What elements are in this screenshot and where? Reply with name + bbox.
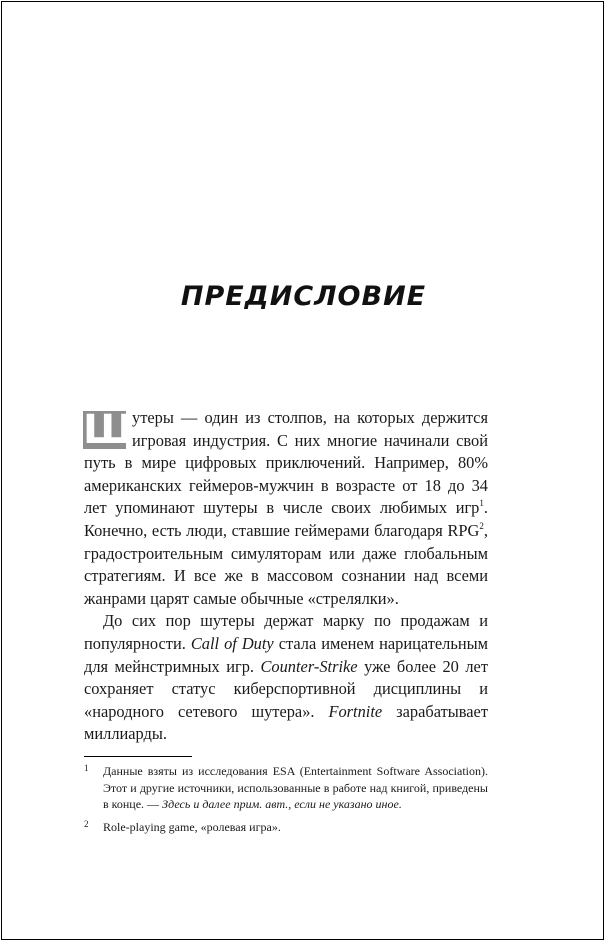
drop-cap: Ш — [83, 407, 133, 453]
footnote-2 — [84, 819, 488, 836]
footnote-number: 2 — [84, 818, 89, 829]
footnote-text: Данные взяты из исследования ESA (Entertainment Software Association). Этот и другие источники, использованные в работе над книгой, приведены в конце. — — [103, 764, 488, 812]
footnote-separator — [84, 756, 192, 757]
paragraph-2-text-a: До сих пор шутеры держат марку по продажам и популярности. — [84, 611, 488, 653]
game-title-call-of-duty: Call of Duty — [190, 633, 274, 653]
paragraph-1-text-b: . Конечно, есть люди, ставшие геймерами благодаря RPG — [84, 498, 488, 540]
paragraph-2 — [84, 610, 488, 746]
footnote-ref-1[interactable]: 1 — [479, 497, 484, 508]
paragraph-2-text-d: зарабатывает миллиарды. — [84, 701, 488, 744]
footnote-note-italic: Здесь и далее прим. авт., если не указано иное. — [162, 797, 402, 812]
paragraph-1 — [84, 407, 488, 610]
chapter-title: ПРЕДИСЛОВИЕ — [180, 281, 427, 312]
footnote-text: Role-playing game, «ролевая игра». — [103, 819, 281, 834]
footnote-1 — [84, 763, 488, 813]
footnote-number: 1 — [84, 763, 89, 773]
game-title-counter-strike: Counter-Strike — [260, 656, 358, 676]
paragraph-1-text-a: утеры — один из столпов, на которых держится игровая индустрия. С них многие начинали свой путь в мире цифровых приключений. Например, 80% американских геймеров-мужчин в возрасте от 18 до 34 лет упоминают шутеры в числе своих любимых игр — [84, 408, 488, 518]
footnote-ref-2[interactable]: 2 — [479, 520, 484, 531]
footnotes — [84, 763, 488, 841]
game-title-fortnite: Fortnite — [328, 701, 383, 721]
paragraph-2-text-c: уже более 20 лет сохраняет статус киберспортивной дисциплины и «народного сетевого шутера». — [84, 656, 488, 721]
body-text — [84, 407, 488, 746]
paragraph-1-text-c: , градостроительным симуляторам или даже глобальным стратегиям. И все же в массовом сознании над всеми жанрами царят самые обычные «стрелялки». — [84, 520, 488, 608]
paragraph-2-text-b: стала именем нарицательным для мейнстримных игр. — [84, 633, 488, 676]
